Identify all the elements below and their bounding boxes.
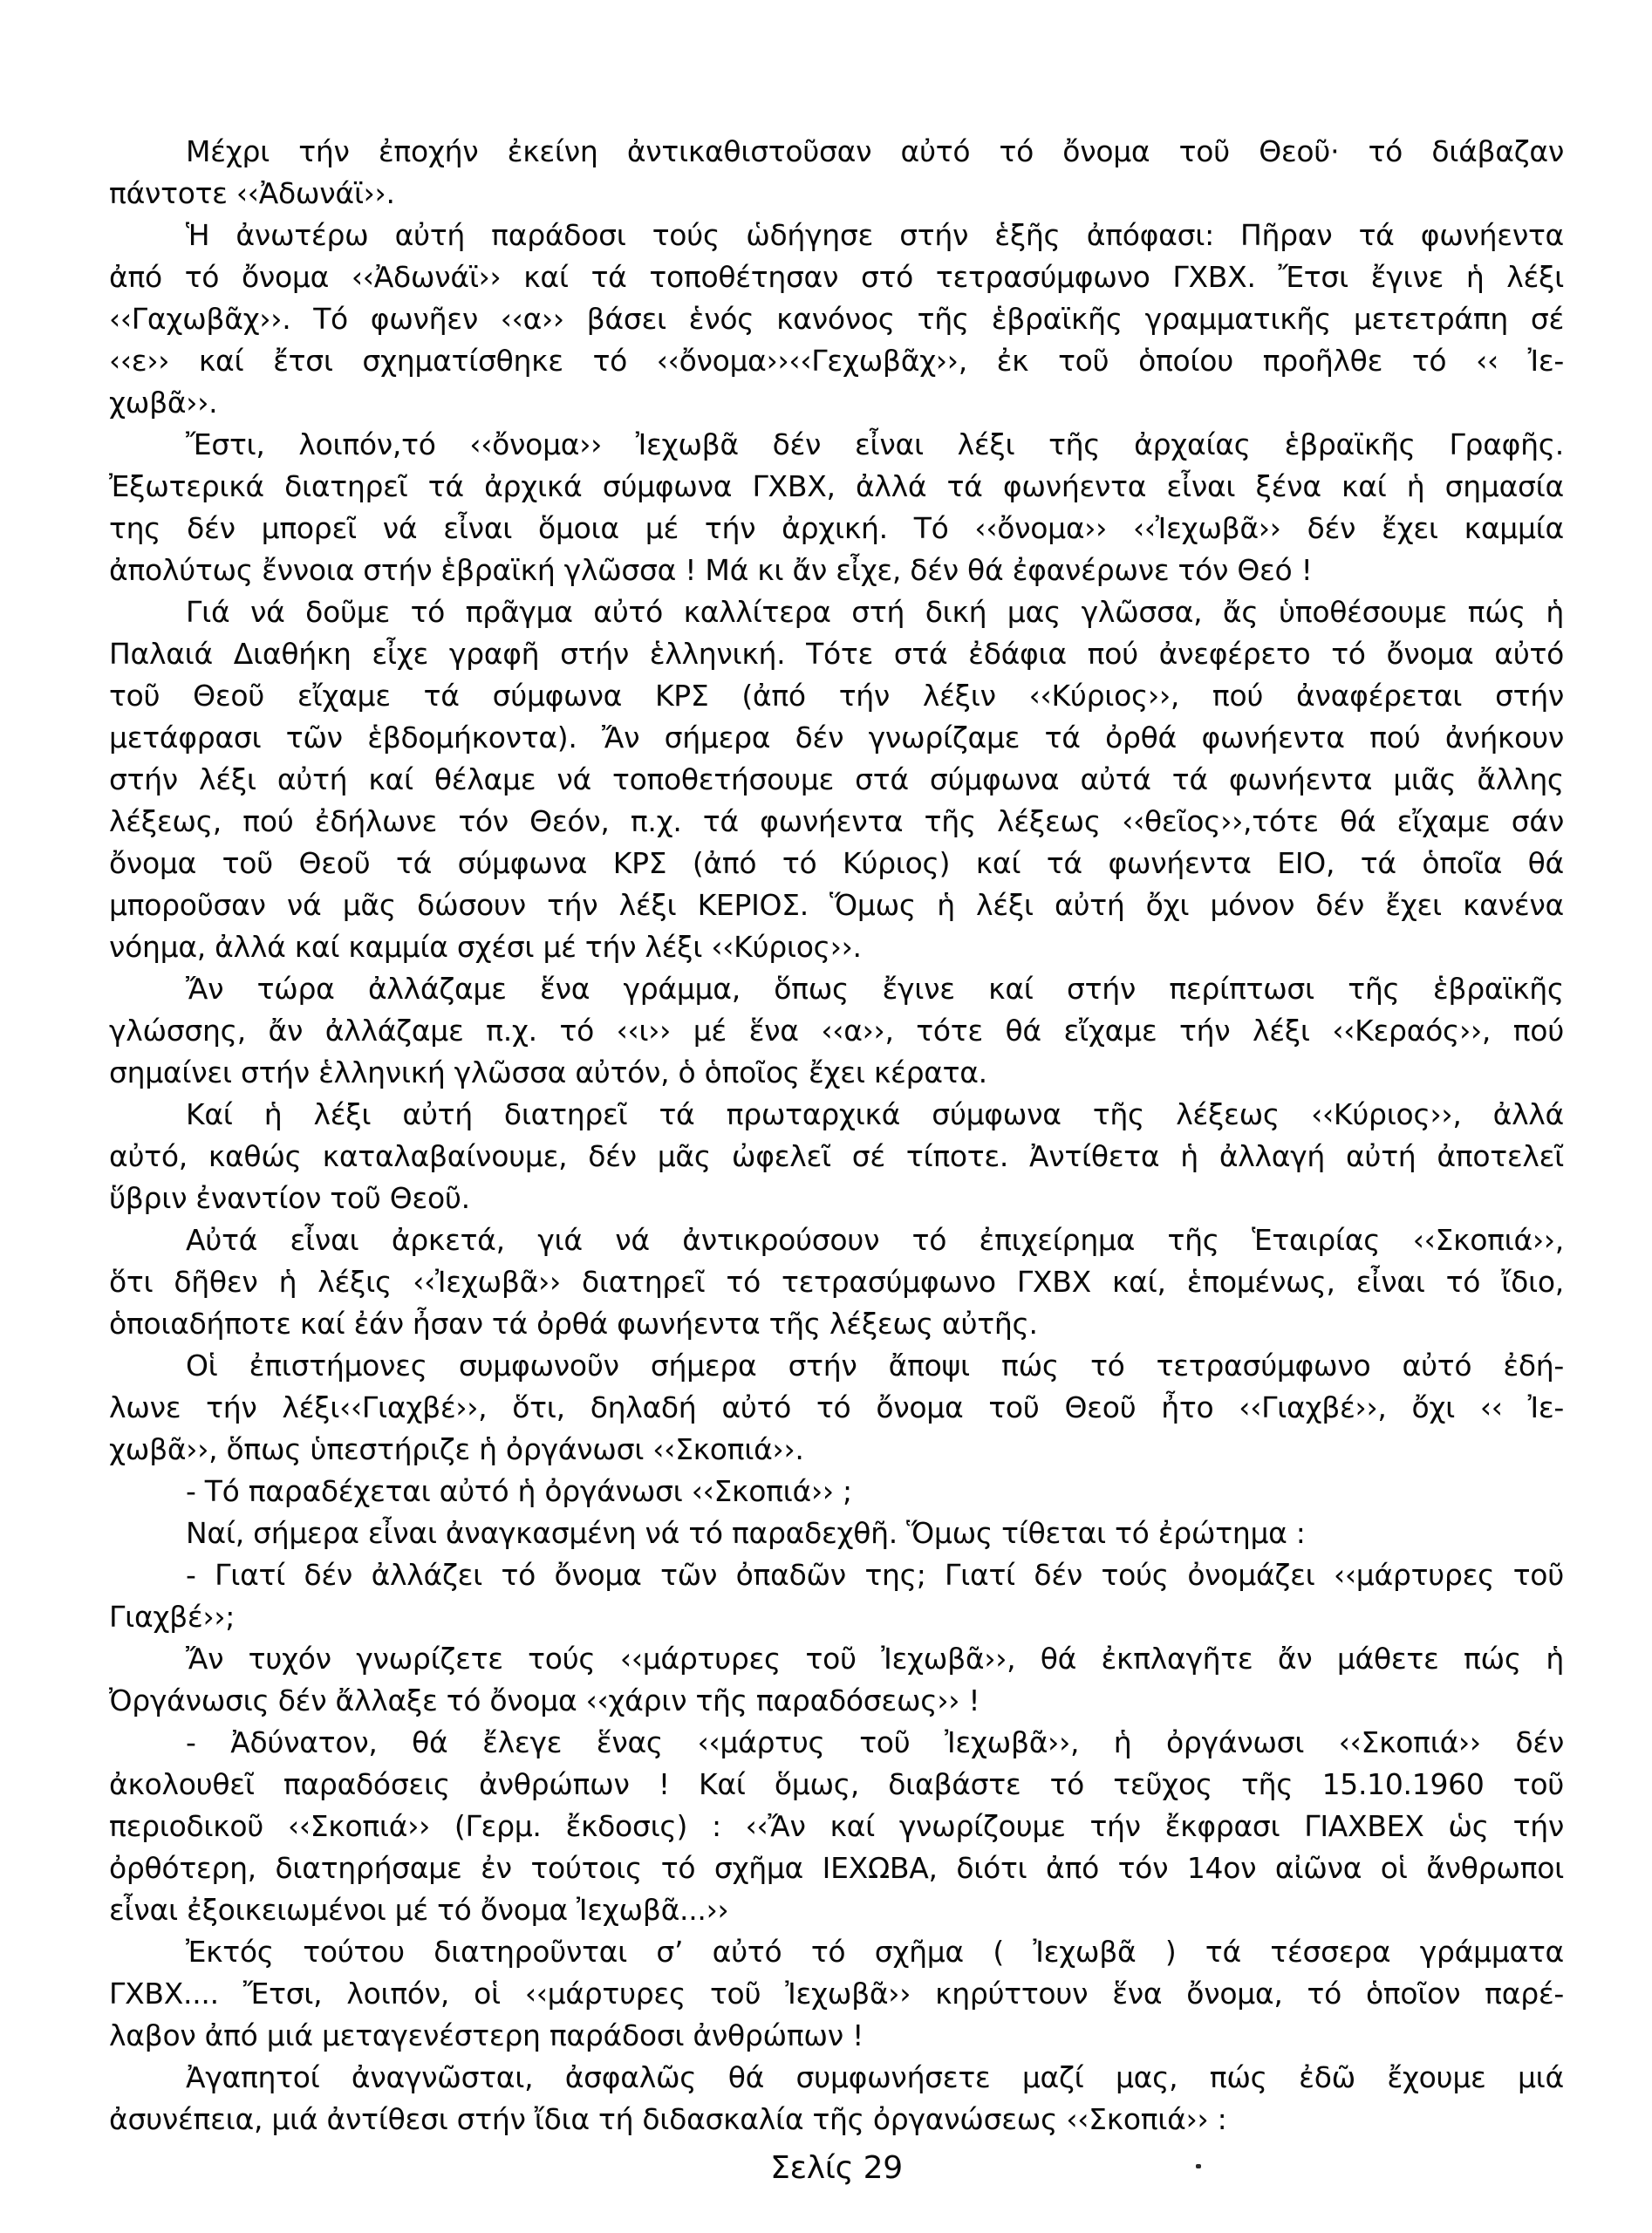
paragraph xyxy=(109,1722,1564,1931)
text-line: τοῦ Θεοῦ εἴχαμε τά σύμφωνα ΚΡΣ (ἀπό τήν λέξιν ‹‹Κύριος››, πού ἀναφέρεται στήν xyxy=(109,679,1564,713)
text-line: ‹‹Γαχωβᾶχ››. Τό φωνῆεν ‹‹α›› βάσει ἑνός κανόνος τῆς ἑβραϊκῆς γραμματικῆς μετετράπη σέ xyxy=(109,302,1564,336)
text-line: Γιά νά δοῦμε τό πρᾶγμα αὐτό καλλίτερα στή δική μας γλῶσσα, ἄς ὑποθέσουμε πώς ἡ xyxy=(186,595,1564,629)
text-line: Ἀγαπητοί ἀναγνῶσται, ἀσφαλῶς θά συμφωνήσετε μαζί μας, πώς ἐδῶ ἔχουμε μιά xyxy=(186,2060,1564,2094)
text-line: Μέχρι τήν ἐποχήν ἐκείνη ἀντικαθιστοῦσαν αὐτό τό ὄνομα τοῦ Θεοῦ· τό διάβαζαν xyxy=(186,134,1564,168)
text-line: Ἐξωτερικά διατηρεῖ τά ἀρχικά σύμφωνα ΓΧΒΧ, ἀλλά τά φωνήεντα εἶναι ξένα καί ἡ σημασία xyxy=(109,469,1564,503)
text-line: ἀκολουθεῖ παραδόσεις ἀνθρώπων ! Καί ὅμως, διαβάστε τό τεῦχος τῆς 15.10.1960 τοῦ xyxy=(109,1767,1564,1801)
text-line: εἶναι ἐξοικειωμένοι μέ τό ὄνομα Ἰεχωβᾶ...›› xyxy=(109,1893,729,1927)
paragraph xyxy=(109,1219,1564,1345)
text-line: αὐτό, καθώς καταλαβαίνουμε, δέν μᾶς ὠφελεῖ σέ τίποτε. Ἀντίθετα ἡ ἀλλαγή αὐτή ἀποτελεῖ xyxy=(109,1139,1564,1173)
text-line: ἀπό τό ὄνομα ‹‹Ἀδωνάϊ›› καί τά τοποθέτησαν στό τετρασύμφωνο ΓΧΒΧ. Ἔτσι ἔγινε ἡ λέξι xyxy=(109,260,1564,294)
paragraph xyxy=(109,1638,1564,1722)
text-line: χωβᾶ››. xyxy=(109,386,218,420)
paragraph xyxy=(109,1094,1564,1219)
paragraph xyxy=(109,131,1564,215)
text-line: ὅτι δῆθεν ἡ λέξις ‹‹Ἰεχωβᾶ›› διατηρεῖ τό τετρασύμφωνο ΓΧΒΧ καί, ἑπομένως, εἶναι τό ἴδιο, xyxy=(109,1265,1564,1299)
text-line: ‹‹ε›› καί ἔτσι σχηματίσθηκε τό ‹‹ὄνομα››‹‹Γεχωβᾶχ››, ἐκ τοῦ ὁποίου προῆλθε τό ‹‹ Ἰε- xyxy=(109,344,1564,378)
text-line: ὀρθότερη, διατηρήσαμε ἐν τούτοις τό σχῆμα ΙΕΧΩΒΑ, διότι ἀπό τόν 14ον αἰῶνα οἱ ἄνθρωποι xyxy=(109,1851,1564,1885)
text-line: Καί ἡ λέξι αὐτή διατηρεῖ τά πρωταρχικά σύμφωνα τῆς λέξεως ‹‹Κύριος››, ἀλλά xyxy=(186,1097,1564,1131)
text-line: ἀσυνέπεια, μιά ἀντίθεσι στήν ἴδια τή διδασκαλία τῆς ὀργανώσεως ‹‹Σκοπιά›› : xyxy=(109,2102,1227,2136)
text-line: Ναί, σήμερα εἶναι ἀναγκασμένη νά τό παραδεχθῆ. Ὅμως τίθεται τό ἐρώτημα : xyxy=(186,1516,1306,1550)
text-line: ΓΧΒΧ.... Ἔτσι, λοιπόν, οἱ ‹‹μάρτυρες τοῦ Ἰεχωβᾶ›› κηρύττουν ἕνα ὄνομα, τό ὁποῖον παρέ- xyxy=(109,1977,1564,2011)
paragraph xyxy=(109,1931,1564,2057)
text-line: νόημα, ἀλλά καί καμμία σχέσι μέ τήν λέξι ‹‹Κύριος››. xyxy=(109,930,862,964)
text-line: - Ἀδύνατον, θά ἔλεγε ἕνας ‹‹μάρτυς τοῦ Ἰεχωβᾶ››, ἡ ὀργάνωσι ‹‹Σκοπιά›› δέν xyxy=(186,1725,1564,1759)
paragraph xyxy=(109,1345,1564,1471)
text-line: - Γιατί δέν ἀλλάζει τό ὄνομα τῶν ὀπαδῶν της; Γιατί δέν τούς ὀνομάζει ‹‹μάρτυρες τοῦ xyxy=(186,1558,1564,1592)
text-line: ὄνομα τοῦ Θεοῦ τά σύμφωνα ΚΡΣ (ἀπό τό Κύριος) καί τά φωνήεντα ΕΙΟ, τά ὁποῖα θά xyxy=(109,846,1564,880)
body-text xyxy=(109,131,1564,2141)
text-line: πάντοτε ‹‹Ἀδωνάϊ››. xyxy=(109,176,395,210)
text-line: ὁποιαδήποτε καί ἐάν ἦσαν τά ὀρθά φωνήεντα τῆς λέξεως αὐτῆς. xyxy=(109,1307,1038,1341)
text-line: Γιαχβέ››; xyxy=(109,1600,236,1634)
paragraph xyxy=(109,1554,1564,1638)
text-line: μετάφρασι τῶν ἑβδομήκοντα). Ἄν σήμερα δέν γνωρίζαμε τά ὀρθά φωνήεντα πού ἀνήκουν xyxy=(109,720,1564,755)
text-line: λωνε τήν λέξι‹‹Γιαχβέ››, ὅτι, δηλαδή αὐτό τό ὄνομα τοῦ Θεοῦ ἦτο ‹‹Γιαχβέ››, ὄχι ‹‹ Ἰε- xyxy=(109,1390,1564,1424)
text-line: στήν λέξι αὐτή καί θέλαμε νά τοποθετήσουμε στά σύμφωνα αὐτά τά φωνήεντα μιᾶς ἄλλης xyxy=(109,762,1564,796)
text-line: Ἔστι, λοιπόν,τό ‹‹ὄνομα›› Ἰεχωβᾶ δέν εἶναι λέξι τῆς ἀρχαίας ἑβραϊκῆς Γραφῆς. xyxy=(186,427,1564,461)
text-line: - Τό παραδέχεται αὐτό ἡ ὀργάνωσι ‹‹Σκοπιά›› ; xyxy=(186,1474,852,1508)
text-line: Ἐκτός τούτου διατηροῦνται σ’ αὐτό τό σχῆμα ( Ἰεχωβᾶ ) τά τέσσερα γράμματα xyxy=(186,1935,1564,1969)
text-line: Παλαιά Διαθήκη εἶχε γραφῆ στήν ἑλληνική. Τότε στά ἐδάφια πού ἀνεφέρετο τό ὄνομα αὐτό xyxy=(109,637,1564,671)
paragraph xyxy=(109,215,1564,424)
text-line: Ἄν τυχόν γνωρίζετε τούς ‹‹μάρτυρες τοῦ Ἰεχωβᾶ››, θά ἐκπλαγῆτε ἄν μάθετε πώς ἡ xyxy=(186,1642,1564,1676)
text-line: Οἱ ἐπιστήμονες συμφωνοῦν σήμερα στήν ἄποψι πώς τό τετρασύμφωνο αὐτό ἐδή- xyxy=(186,1349,1564,1383)
paragraph xyxy=(109,591,1564,968)
text-line: ὕβριν ἐναντίον τοῦ Θεοῦ. xyxy=(109,1181,470,1215)
page-number: Σελίς 29 xyxy=(770,2150,903,2186)
text-line: μποροῦσαν νά μᾶς δώσουν τήν λέξι ΚΕΡΙΟΣ. Ὅμως ἡ λέξι αὐτή ὄχι μόνον δέν ἔχει κανένα xyxy=(109,888,1564,922)
text-line: περιοδικοῦ ‹‹Σκοπιά›› (Γερμ. ἔκδοσις) : ‹‹Ἄν καί γνωρίζουμε τήν ἔκφρασι ΓΙΑΧΒΕΧ ὡς τήν xyxy=(109,1809,1564,1843)
scan-speck xyxy=(1196,2164,1201,2168)
text-line: γλώσσης, ἄν ἀλλάζαμε π.χ. τό ‹‹ι›› μέ ἕνα ‹‹α››, τότε θά εἴχαμε τήν λέξι ‹‹Κεραός››, πού xyxy=(109,1014,1564,1048)
text-line: χωβᾶ››, ὅπως ὑπεστήριζε ἡ ὀργάνωσι ‹‹Σκοπιά››. xyxy=(109,1432,804,1466)
paragraph xyxy=(109,1513,1564,1554)
text-line: Ἄν τώρα ἀλλάζαμε ἕνα γράμμα, ὅπως ἔγινε καί στήν περίπτωσι τῆς ἑβραϊκῆς xyxy=(186,972,1564,1006)
text-line: της δέν μπορεῖ νά εἶναι ὅμοια μέ τήν ἀρχική. Τό ‹‹ὄνομα›› ‹‹Ἰεχωβᾶ›› δέν ἔχει καμμία xyxy=(109,511,1564,545)
paragraph xyxy=(109,424,1564,591)
paragraph xyxy=(109,2057,1564,2141)
text-line: λέξεως, πού ἐδήλωνε τόν Θεόν, π.χ. τά φωνήεντα τῆς λέξεως ‹‹θεῖος››,τότε θά εἴχαμε σάν xyxy=(109,804,1564,838)
paragraph xyxy=(109,1471,1564,1513)
text-line: Αὐτά εἶναι ἀρκετά, γιά νά ἀντικρούσουν τό ἐπιχείρημα τῆς Ἑταιρίας ‹‹Σκοπιά››, xyxy=(186,1223,1564,1257)
text-line: λαβον ἀπό μιά μεταγενέστερη παράδοσι ἀνθρώπων ! xyxy=(109,2018,864,2052)
paragraph xyxy=(109,968,1564,1094)
text-line: Ὀργάνωσις δέν ἄλλαξε τό ὄνομα ‹‹χάριν τῆς παραδόσεως›› ! xyxy=(109,1683,980,1717)
text-line: Ἡ ἀνωτέρω αὐτή παράδοσι τούς ὡδήγησε στήν ἑξῆς ἀπόφασι: Πῆραν τά φωνήεντα xyxy=(186,218,1564,252)
text-line: σημαίνει στήν ἑλληνική γλῶσσα αὐτόν, ὁ ὁποῖος ἔχει κέρατα. xyxy=(109,1055,987,1089)
text-line: ἀπολύτως ἔννοια στήν ἑβραϊκή γλῶσσα ! Μά κι ἄν εἶχε, δέν θά ἐφανέρωνε τόν Θεό ! xyxy=(109,553,1313,587)
